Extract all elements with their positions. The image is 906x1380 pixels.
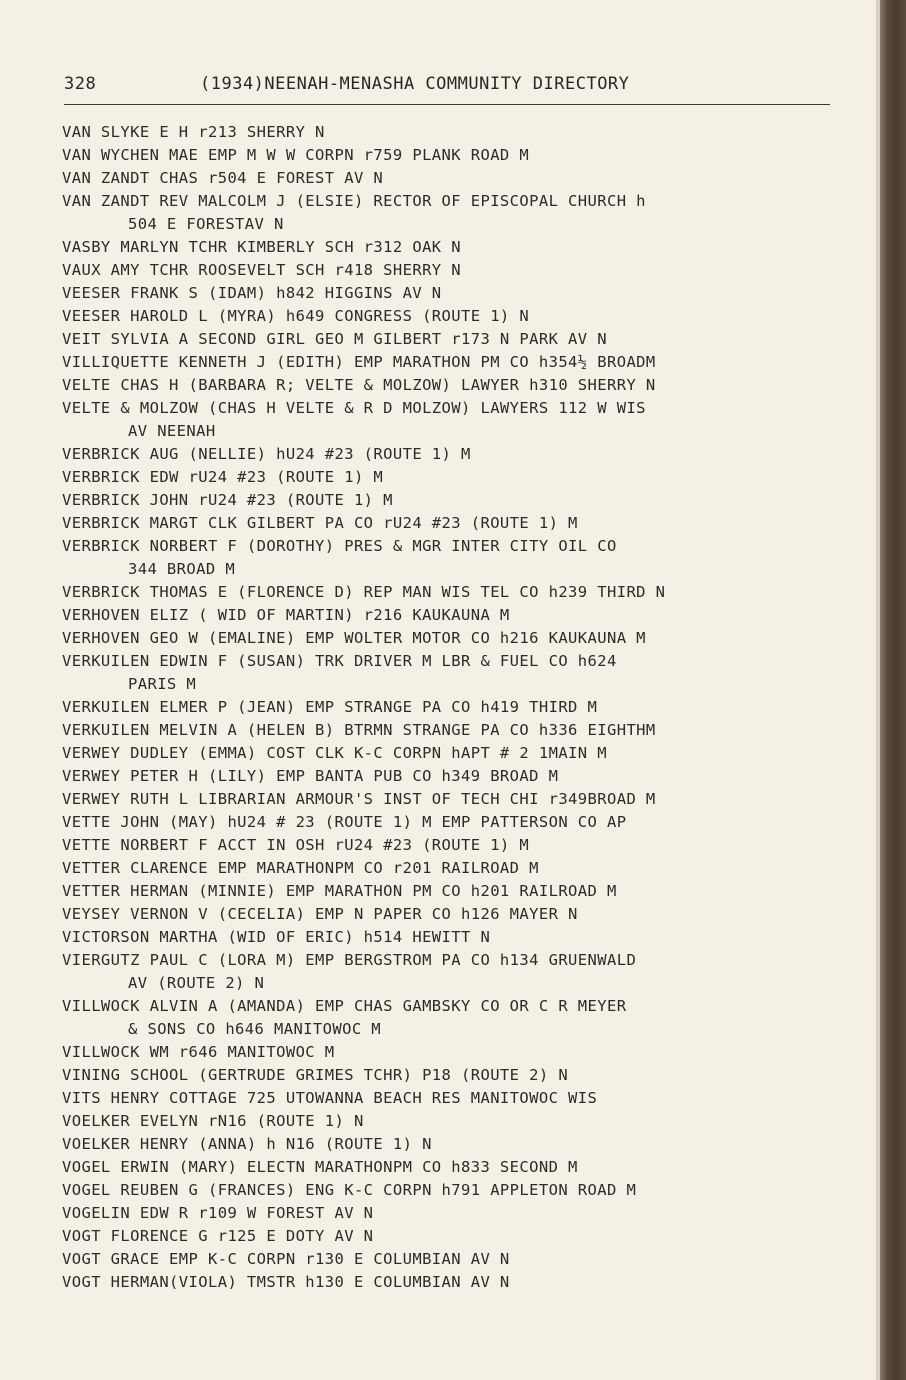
entry-continuation: PARIS M bbox=[128, 675, 197, 693]
directory-entry bbox=[62, 512, 862, 535]
entry-text: VOGT FLORENCE G r125 E DOTY AV N bbox=[62, 1227, 374, 1245]
entry-text: VETTER HERMAN (MINNIE) EMP MARATHON PM CO h201 RAILROAD M bbox=[62, 882, 617, 900]
entry-text: VEIT SYLVIA A SECOND GIRL GEO M GILBERT r173 N PARK AV N bbox=[62, 330, 607, 348]
directory-entry bbox=[62, 880, 862, 903]
directory-entry bbox=[62, 1064, 862, 1087]
entry-text: VOELKER EVELYN rN16 (ROUTE 1) N bbox=[62, 1112, 364, 1130]
entry-text: VERKUILEN EDWIN F (SUSAN) TRK DRIVER M LBR & FUEL CO h624 bbox=[62, 652, 617, 670]
entry-text: VETTE JOHN (MAY) hU24 # 23 (ROUTE 1) M EMP PATTERSON CO AP bbox=[62, 813, 627, 831]
page-header bbox=[64, 72, 832, 102]
entry-text: VERBRICK MARGT CLK GILBERT PA CO rU24 #23 (ROUTE 1) M bbox=[62, 514, 578, 532]
directory-entry bbox=[62, 696, 862, 719]
entry-text: VIERGUTZ PAUL C (LORA M) EMP BERGSTROM PA CO h134 GRUENWALD bbox=[62, 951, 637, 969]
entry-text: VERKUILEN ELMER P (JEAN) EMP STRANGE PA CO h419 THIRD M bbox=[62, 698, 598, 716]
entry-text: VOGT GRACE EMP K-C CORPN r130 E COLUMBIAN AV N bbox=[62, 1250, 510, 1268]
header-rule bbox=[64, 104, 830, 105]
entry-text: VEESER FRANK S (IDAM) h842 HIGGINS AV N bbox=[62, 284, 442, 302]
directory-entry bbox=[62, 1248, 862, 1271]
entry-text: VOGELIN EDW R r109 W FOREST AV N bbox=[62, 1204, 374, 1222]
directory-entry bbox=[62, 1271, 862, 1294]
directory-entry bbox=[62, 236, 862, 259]
directory-entry bbox=[62, 144, 862, 167]
directory-entry bbox=[62, 1041, 862, 1064]
entry-text: VERBRICK EDW rU24 #23 (ROUTE 1) M bbox=[62, 468, 384, 486]
entry-text: VERHOVEN GEO W (EMALINE) EMP WOLTER MOTOR CO h216 KAUKAUNA M bbox=[62, 629, 646, 647]
entry-text: VETTER CLARENCE EMP MARATHONPM CO r201 RAILROAD M bbox=[62, 859, 539, 877]
entry-text: VETTE NORBERT F ACCT IN OSH rU24 #23 (ROUTE 1) M bbox=[62, 836, 530, 854]
directory-entry bbox=[62, 650, 862, 696]
entry-text: VITS HENRY COTTAGE 725 UTOWANNA BEACH RES MANITOWOC WIS bbox=[62, 1089, 598, 1107]
directory-entry bbox=[62, 305, 862, 328]
directory-entry bbox=[62, 581, 862, 604]
entry-text: VAN SLYKE E H r213 SHERRY N bbox=[62, 123, 325, 141]
directory-entry bbox=[62, 1202, 862, 1225]
entry-text: VERBRICK THOMAS E (FLORENCE D) REP MAN WIS TEL CO h239 THIRD N bbox=[62, 583, 666, 601]
directory-entry bbox=[62, 949, 862, 995]
entry-text: VERWEY PETER H (LILY) EMP BANTA PUB CO h349 BROAD M bbox=[62, 767, 559, 785]
directory-entries bbox=[62, 121, 862, 1294]
entry-text: VERBRICK JOHN rU24 #23 (ROUTE 1) M bbox=[62, 491, 393, 509]
directory-entry bbox=[62, 374, 862, 397]
entry-text: VILLWOCK ALVIN A (AMANDA) EMP CHAS GAMBSKY CO OR C R MEYER bbox=[62, 997, 627, 1015]
entry-text: VASBY MARLYN TCHR KIMBERLY SCH r312 OAK N bbox=[62, 238, 462, 256]
page-title: (1934)NEENAH-MENASHA COMMUNITY DIRECTORY bbox=[200, 74, 630, 94]
directory-entry bbox=[62, 328, 862, 351]
entry-text: VEESER HAROLD L (MYRA) h649 CONGRESS (ROUTE 1) N bbox=[62, 307, 530, 325]
entry-text: VELTE & MOLZOW (CHAS H VELTE & R D MOLZOW) LAWYERS 112 W WIS bbox=[62, 399, 646, 417]
directory-entry bbox=[62, 834, 862, 857]
directory-entry bbox=[62, 903, 862, 926]
directory-entry bbox=[62, 489, 862, 512]
directory-entry bbox=[62, 857, 862, 880]
entry-text: VERKUILEN MELVIN A (HELEN B) BTRMN STRANGE PA CO h336 EIGHTHM bbox=[62, 721, 656, 739]
entry-text: VILLIQUETTE KENNETH J (EDITH) EMP MARATHON PM CO h354½ BROADM bbox=[62, 353, 656, 371]
directory-entry bbox=[62, 1133, 862, 1156]
entry-text: VICTORSON MARTHA (WID OF ERIC) h514 HEWITT N bbox=[62, 928, 491, 946]
book-spine bbox=[880, 0, 906, 1380]
directory-entry bbox=[62, 190, 862, 236]
entry-continuation: AV NEENAH bbox=[128, 422, 216, 440]
directory-entry bbox=[62, 535, 862, 581]
entry-text: VOELKER HENRY (ANNA) h N16 (ROUTE 1) N bbox=[62, 1135, 432, 1153]
directory-entry bbox=[62, 811, 862, 834]
directory-entry bbox=[62, 742, 862, 765]
directory-entry bbox=[62, 926, 862, 949]
entry-text: VAUX AMY TCHR ROOSEVELT SCH r418 SHERRY N bbox=[62, 261, 462, 279]
entry-text: VERHOVEN ELIZ ( WID OF MARTIN) r216 KAUKAUNA M bbox=[62, 606, 510, 624]
directory-entry bbox=[62, 443, 862, 466]
entry-text: VINING SCHOOL (GERTRUDE GRIMES TCHR) P18 (ROUTE 2) N bbox=[62, 1066, 569, 1084]
entry-text: VAN WYCHEN MAE EMP M W W CORPN r759 PLANK ROAD M bbox=[62, 146, 530, 164]
directory-entry bbox=[62, 351, 862, 374]
entry-text: VAN ZANDT CHAS r504 E FOREST AV N bbox=[62, 169, 384, 187]
directory-entry bbox=[62, 397, 862, 443]
directory-entry bbox=[62, 765, 862, 788]
directory-entry bbox=[62, 995, 862, 1041]
directory-entry bbox=[62, 466, 862, 489]
directory-entry bbox=[62, 1087, 862, 1110]
entry-text: VERBRICK AUG (NELLIE) hU24 #23 (ROUTE 1) M bbox=[62, 445, 471, 463]
entry-text: VOGEL ERWIN (MARY) ELECTN MARATHONPM CO h833 SECOND M bbox=[62, 1158, 578, 1176]
directory-entry bbox=[62, 1179, 862, 1202]
directory-entry bbox=[62, 788, 862, 811]
directory-entry bbox=[62, 282, 862, 305]
directory-entry bbox=[62, 1225, 862, 1248]
directory-entry bbox=[62, 167, 862, 190]
entry-text: VELTE CHAS H (BARBARA R; VELTE & MOLZOW) LAWYER h310 SHERRY N bbox=[62, 376, 656, 394]
entry-continuation: 344 BROAD M bbox=[128, 560, 236, 578]
entry-text: VAN ZANDT REV MALCOLM J (ELSIE) RECTOR OF EPISCOPAL CHURCH h bbox=[62, 192, 646, 210]
directory-entry bbox=[62, 627, 862, 650]
directory-entry bbox=[62, 259, 862, 282]
entry-text: VERWEY RUTH L LIBRARIAN ARMOUR'S INST OF TECH CHI r349BROAD M bbox=[62, 790, 656, 808]
entry-continuation: AV (ROUTE 2) N bbox=[128, 974, 265, 992]
entry-text: VILLWOCK WM r646 MANITOWOC M bbox=[62, 1043, 335, 1061]
page-number: 328 bbox=[64, 74, 97, 94]
entry-text: VERBRICK NORBERT F (DOROTHY) PRES & MGR INTER CITY OIL CO bbox=[62, 537, 617, 555]
directory-entry bbox=[62, 719, 862, 742]
entry-continuation: 504 E FORESTAV N bbox=[128, 215, 284, 233]
entry-text: VOGEL REUBEN G (FRANCES) ENG K-C CORPN h791 APPLETON ROAD M bbox=[62, 1181, 637, 1199]
directory-entry bbox=[62, 121, 862, 144]
entry-text: VEYSEY VERNON V (CECELIA) EMP N PAPER CO h126 MAYER N bbox=[62, 905, 578, 923]
entry-text: VOGT HERMAN(VIOLA) TMSTR h130 E COLUMBIAN AV N bbox=[62, 1273, 510, 1291]
entry-text: VERWEY DUDLEY (EMMA) COST CLK K-C CORPN hAPT # 2 1MAIN M bbox=[62, 744, 607, 762]
directory-entry bbox=[62, 604, 862, 627]
entry-continuation: & SONS CO h646 MANITOWOC M bbox=[128, 1020, 382, 1038]
directory-entry bbox=[62, 1110, 862, 1133]
directory-entry bbox=[62, 1156, 862, 1179]
